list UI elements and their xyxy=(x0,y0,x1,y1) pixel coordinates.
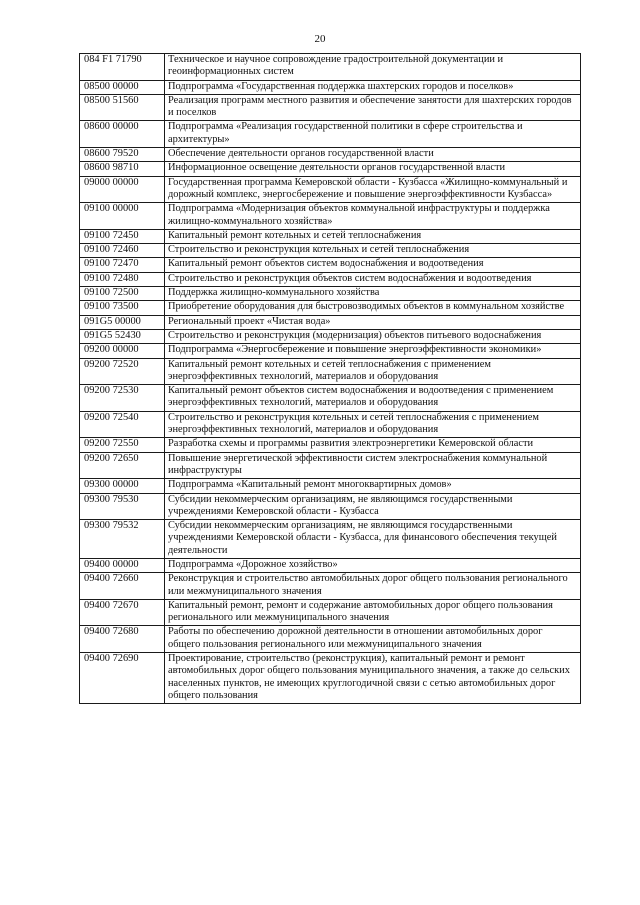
target-article-code: 09400 72660 xyxy=(80,573,165,600)
target-article-name: Капитальный ремонт котельных и сетей теплоснабжения xyxy=(165,229,581,243)
target-article-name: Обеспечение деятельности органов государственной власти xyxy=(165,148,581,162)
table-row xyxy=(80,54,581,81)
target-article-code: 08500 51560 xyxy=(80,94,165,121)
target-article-name: Субсидии некоммерческим организациям, не являющимся государственными учреждениями Кемеровской области - Кузбасса xyxy=(165,493,581,520)
table-row xyxy=(80,258,581,272)
target-article-name: Капитальный ремонт котельных и сетей теплоснабжения с применением энергоэффективных технологий, материалов и оборудования xyxy=(165,358,581,385)
page-number: 20 xyxy=(314,33,326,45)
table-row xyxy=(80,385,581,412)
table-row xyxy=(80,301,581,315)
target-article-name: Проектирование, строительство (реконструкция), капитальный ремонт и ремонт автомобильных дорог общего пользования муниципального значения, а также до сельских населенных пунктов, не имеющих круглогодичной связи с сетью автомобильных дорог общего пользования xyxy=(165,653,581,704)
table-row xyxy=(80,599,581,626)
target-article-name: Региональный проект «Чистая вода» xyxy=(165,315,581,329)
target-article-code: 09000 00000 xyxy=(80,176,165,203)
target-article-code: 09400 72670 xyxy=(80,599,165,626)
target-article-code: 09100 72450 xyxy=(80,229,165,243)
table-row xyxy=(80,626,581,653)
table-row xyxy=(80,573,581,600)
table-row xyxy=(80,329,581,343)
table-row xyxy=(80,203,581,230)
table-row xyxy=(80,162,581,176)
target-article-name: Техническое и научное сопровождение градостроительной документации и геоинформационных систем xyxy=(165,54,581,81)
target-article-code: 08600 79520 xyxy=(80,148,165,162)
table-row xyxy=(80,358,581,385)
target-article-code: 08600 98710 xyxy=(80,162,165,176)
target-article-name: Подпрограмма «Капитальный ремонт многоквартирных домов» xyxy=(165,479,581,493)
target-article-code: 09200 72650 xyxy=(80,452,165,479)
target-article-code: 09200 72530 xyxy=(80,385,165,412)
table-row xyxy=(80,121,581,148)
table-row xyxy=(80,229,581,243)
target-article-name: Строительство и реконструкция (модернизация) объектов питьевого водоснабжения xyxy=(165,329,581,343)
target-article-code: 09300 79532 xyxy=(80,520,165,559)
target-article-code: 09100 00000 xyxy=(80,203,165,230)
table-row xyxy=(80,479,581,493)
target-article-code: 09200 72520 xyxy=(80,358,165,385)
target-article-code: 091G5 00000 xyxy=(80,315,165,329)
target-article-code: 09400 72680 xyxy=(80,626,165,653)
table-row xyxy=(80,558,581,572)
target-article-code: 09100 72460 xyxy=(80,244,165,258)
target-article-name: Строительство и реконструкция котельных и сетей теплоснабжения с применением энергоэффективных технологий, материалов и оборудования xyxy=(165,411,581,438)
target-article-code: 09100 72480 xyxy=(80,272,165,286)
target-article-code: 091G5 52430 xyxy=(80,329,165,343)
target-article-code: 09400 72690 xyxy=(80,653,165,704)
target-article-name: Приобретение оборудования для быстровозводимых объектов в коммунальном хозяйстве xyxy=(165,301,581,315)
target-article-name: Информационное освещение деятельности органов государственной власти xyxy=(165,162,581,176)
target-article-name: Капитальный ремонт, ремонт и содержание автомобильных дорог общего пользования регионального или межмуниципального значения xyxy=(165,599,581,626)
table-row xyxy=(80,244,581,258)
target-article-code: 09200 72540 xyxy=(80,411,165,438)
target-article-code: 084 F1 71790 xyxy=(80,54,165,81)
table-row xyxy=(80,80,581,94)
table-row xyxy=(80,411,581,438)
target-article-name: Строительство и реконструкция объектов систем водоснабжения и водоотведения xyxy=(165,272,581,286)
target-article-name: Государственная программа Кемеровской области - Кузбасса «Жилищно-коммунальный и дорожный комплекс, энергосбережение и повышение энергоэффективности Кузбасса» xyxy=(165,176,581,203)
table-row xyxy=(80,438,581,452)
target-article-name: Подпрограмма «Энергосбережение и повышение энергоэффективности экономики» xyxy=(165,344,581,358)
target-article-name: Реконструкция и строительство автомобильных дорог общего пользования регионального или межмуниципального значения xyxy=(165,573,581,600)
target-article-code: 09100 73500 xyxy=(80,301,165,315)
target-article-code: 09400 00000 xyxy=(80,558,165,572)
table-row xyxy=(80,272,581,286)
target-article-name: Строительство и реконструкция котельных и сетей теплоснабжения xyxy=(165,244,581,258)
target-article-code: 09100 72500 xyxy=(80,287,165,301)
target-article-code: 09300 00000 xyxy=(80,479,165,493)
table-row xyxy=(80,148,581,162)
target-article-name: Подпрограмма «Дорожное хозяйство» xyxy=(165,558,581,572)
table-body xyxy=(80,54,581,704)
target-article-code: 09100 72470 xyxy=(80,258,165,272)
target-article-code: 08600 00000 xyxy=(80,121,165,148)
table-row xyxy=(80,452,581,479)
target-article-name: Капитальный ремонт объектов систем водоснабжения и водоотведения xyxy=(165,258,581,272)
target-article-name: Подпрограмма «Государственная поддержка шахтерских городов и поселков» xyxy=(165,80,581,94)
table-row xyxy=(80,653,581,704)
target-article-code: 09200 72550 xyxy=(80,438,165,452)
target-article-name: Подпрограмма «Реализация государственной политики в сфере строительства и архитектуры» xyxy=(165,121,581,148)
table-row xyxy=(80,344,581,358)
target-article-name: Реализация программ местного развития и обеспечение занятости для шахтерских городов и поселков xyxy=(165,94,581,121)
table-row xyxy=(80,176,581,203)
target-article-code: 09200 00000 xyxy=(80,344,165,358)
target-article-name: Субсидии некоммерческим организациям, не являющимся государственными учреждениями Кемеровской области - Кузбасса, для финансового обеспечения текущей деятельности xyxy=(165,520,581,559)
target-article-name: Повышение энергетической эффективности систем электроснабжения коммунальной инфраструктуры xyxy=(165,452,581,479)
budget-classification-table xyxy=(79,53,581,704)
table-row xyxy=(80,315,581,329)
table-row xyxy=(80,493,581,520)
table-row xyxy=(80,94,581,121)
target-article-name: Работы по обеспечению дорожной деятельности в отношении автомобильных дорог общего пользования регионального или межмуниципального значения xyxy=(165,626,581,653)
table-row xyxy=(80,287,581,301)
target-article-name: Поддержка жилищно-коммунального хозяйства xyxy=(165,287,581,301)
target-article-name: Капитальный ремонт объектов систем водоснабжения и водоотведения с применением энергоэффективных технологий, материалов и оборудования xyxy=(165,385,581,412)
target-article-name: Подпрограмма «Модернизация объектов коммунальной инфраструктуры и поддержка жилищно-коммунального хозяйства» xyxy=(165,203,581,230)
table-row xyxy=(80,520,581,559)
target-article-name: Разработка схемы и программы развития электроэнергетики Кемеровской области xyxy=(165,438,581,452)
target-article-code: 09300 79530 xyxy=(80,493,165,520)
target-article-code: 08500 00000 xyxy=(80,80,165,94)
